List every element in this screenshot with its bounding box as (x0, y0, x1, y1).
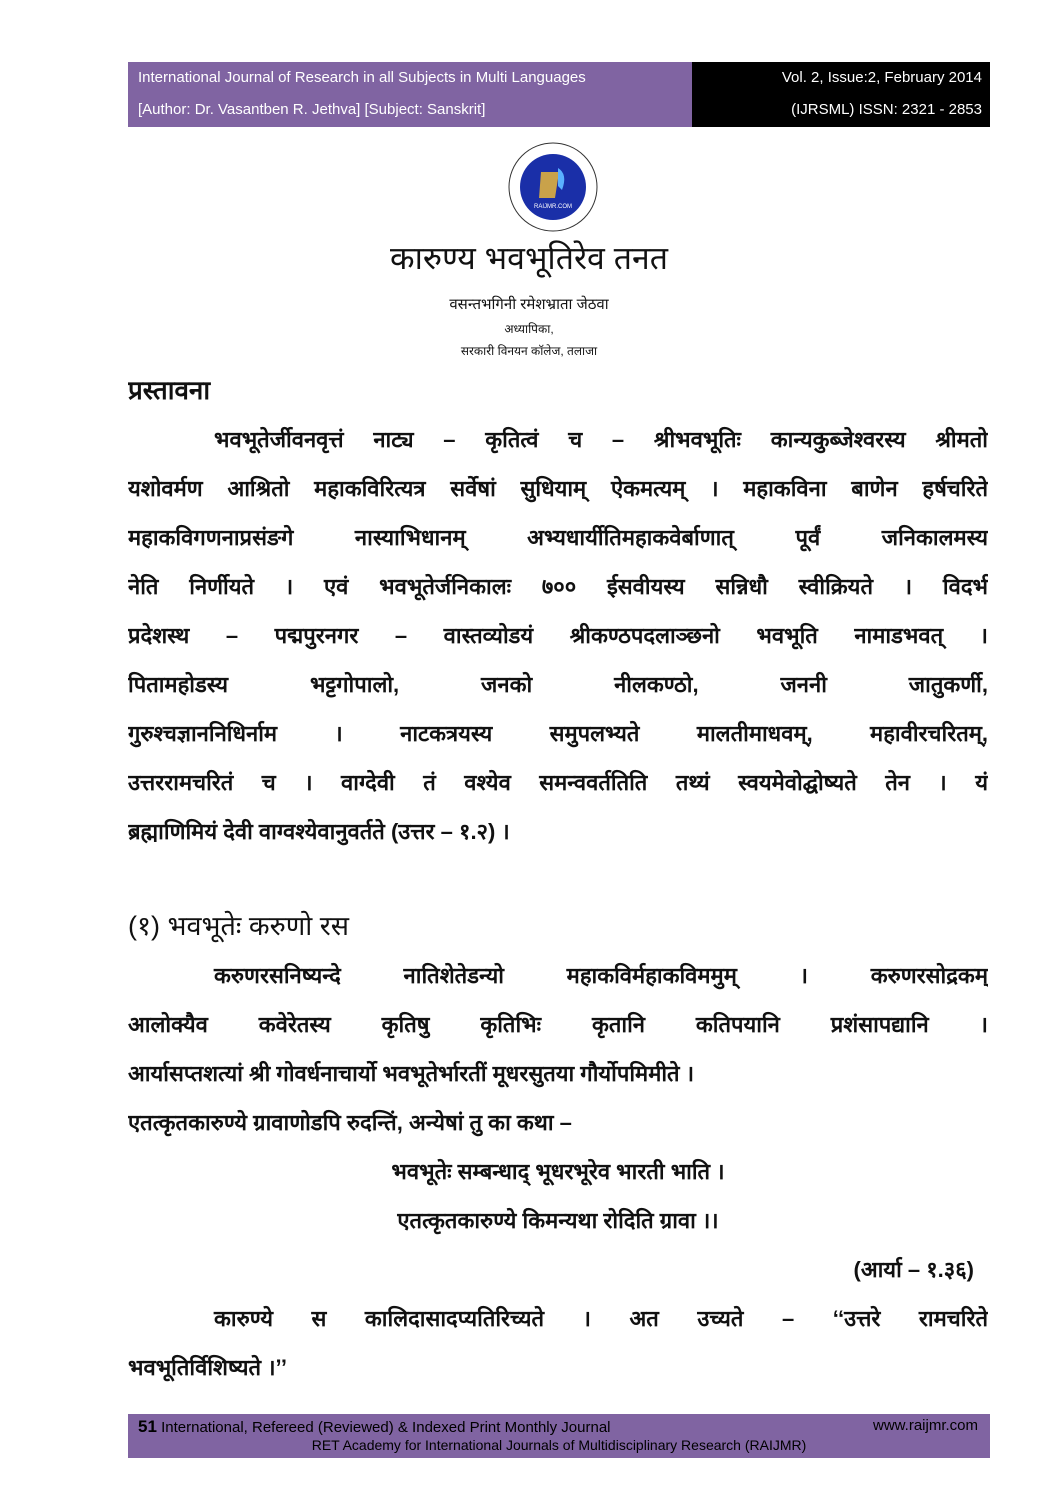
journal-header (128, 62, 990, 127)
text-line: प्रदेशस्थ – पद्मपुरनगर – वास्तव्योडयं श्रीकण्ठपदलाञ्छनो भवभूति नामाडभवत् । (128, 623, 988, 648)
verse-reference: (आर्या – १.३६) (853, 1257, 974, 1282)
text-line: कारुण्ये स कालिदासादप्यतिरिच्यते । अत उच्यते – ‘‘उत्तरे रामचरिते (214, 1306, 988, 1331)
footer-line-2: RET Academy for International Journals of Multidisciplinary Research (RAIJMR) (311, 1437, 807, 1453)
text-line: भवभूतेर्जीवनवृत्तं नाट्य – कृतित्वं च – श्रीभवभूतिः कान्यकुब्जेश्वरस्य श्रीमतो (214, 427, 988, 452)
journal-name: International Journal of Research in all Subjects in Multi Languages (138, 69, 586, 86)
article-title: कारुण्य भवभूतिरेव तनत (390, 240, 668, 276)
text-line: यशोवर्मण आश्रितो महाकविरित्यत्र सर्वेषां सुधियाम् ऐकमत्यम् । महाकविना बाणेन हर्षचरिते (128, 476, 988, 501)
volume-issue: Vol. 2, Issue:2, February 2014 (781, 69, 982, 86)
section-1 (128, 902, 988, 1392)
footer-line-1 (138, 1417, 611, 1437)
header-left (128, 62, 692, 127)
raijmr-logo (508, 142, 598, 232)
author-name: वसन्तभगिनी रमेशभ्राता जेठवा (449, 296, 609, 313)
text-line: गुरुश्चज्ञाननिधिर्नाम । नाटकत्रयस्य समुपलभ्यते मालतीमाधवम्, महावीरचरितम्, (128, 721, 988, 746)
text-line: करुणरसनिष्यन्दे नातिशेतेडन्यो महाकविर्महाकविममुम् । करुणरसोद्रकम् (214, 963, 988, 988)
svg-text:RAIJMR.COM: RAIJMR.COM (534, 204, 572, 210)
text-line: पितामहोडस्य भट्टगोपालो, जनको नीलकण्ठो, जननी जातुकर्णी, (128, 672, 988, 697)
header-right (692, 62, 990, 127)
footer-journal-desc: International, Refereed (Reviewed) & Indexed Print Monthly Journal (161, 1419, 611, 1436)
page-number: 51 (138, 1417, 157, 1436)
section-heading: (१) भवभूतेः करुणो रस (128, 911, 350, 941)
section-heading: प्रस्तावना (128, 375, 211, 405)
intro-section (128, 366, 988, 856)
text-line: नेति निर्णीयते । एवं भवभूतेर्जनिकालः ७०० ईसवीयस्य सन्निधौ स्वीक्रियते । विदर्भ (128, 574, 988, 599)
text-line: आलोक्यैव कवेरेतस्य कृतिषु कृतिभिः कृतानि कतिपयानि प्रशंसापद्यानि । (128, 1012, 988, 1037)
text-line: आर्यासप्तशत्यां श्री गोवर्धनाचार्यो भवभूतेर्भारतीं मूधरसुतया गौर्योपमिमीते । (128, 1061, 695, 1086)
journal-footer (128, 1414, 990, 1458)
text-line: एतत्कृतकारुण्ये ग्रावाणोडपि रुदन्तिं, अन्येषां तु का कथा – (128, 1110, 572, 1135)
issn: (IJRSML) ISSN: 2321 - 2853 (791, 101, 982, 118)
verse-line: एतत्कृतकारुण्ये किमन्यथा रोदिति ग्रावा ।। (397, 1208, 719, 1233)
text-line: भवभूतिर्विशिष्यते ।’’ (128, 1355, 287, 1380)
text-line: ब्रह्माणिमियं देवी वाग्वश्येवानुवर्तते (उत्तर – १.२) । (128, 819, 510, 844)
footer-website[interactable]: www.raijmr.com (872, 1417, 978, 1434)
text-line: महाकविगणनाप्रसंङगे नास्याभिधानम् अभ्यधार्यीतिमहाकवेर्बाणात् पूर्वं जनिकालमस्य (128, 525, 988, 550)
author-college: सरकारी विनयन कॉलेज, तलाजा (460, 344, 598, 358)
text-line: उत्तररामचरितं च । वाग्देवी तं वश्येव समन्ववर्ततिति तथ्यं स्वयमेवोद्घोष्यते तेन । यं (128, 770, 988, 795)
author-role: अध्यापिका, (504, 322, 554, 336)
author-subject: [Author: Dr. Vasantben R. Jethva] [Subject: Sanskrit] (138, 101, 486, 118)
verse-line: भवभूतेः सम्बन्धाद् भूधरभूरेव भारती भाति । (391, 1159, 725, 1184)
